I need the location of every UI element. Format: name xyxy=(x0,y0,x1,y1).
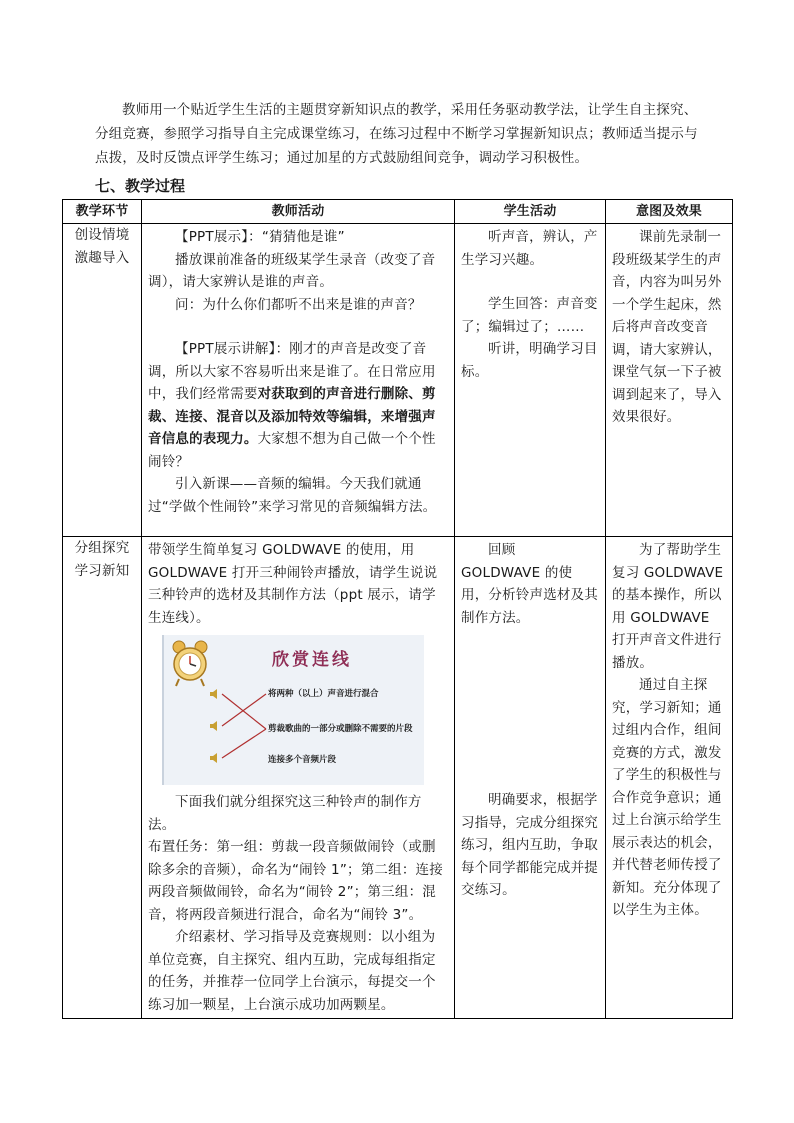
slide-title: 欣赏连线 xyxy=(272,650,352,670)
table-header-row xyxy=(63,200,733,224)
student-review: 回顾 GOLDWAVE 的使用，分析铃声选材及其制作方法。 xyxy=(461,542,598,626)
stage-cell: 创设情境激趣导入 xyxy=(63,224,142,537)
teacher-explanation xyxy=(148,338,448,473)
teacher-activity-cell xyxy=(142,224,455,537)
teacher-explore-intro: 下面我们就分组探究这三种铃声的制作方法。 xyxy=(148,794,422,833)
header-stage: 教学环节 xyxy=(63,200,142,224)
header-teacher-activity: 教师活动 xyxy=(142,200,455,224)
teacher-task-assignment: 布置任务：第一组：剪裁一段音频做闹铃（或删除多余的音频），命名为“闹铃 1”；第二组：连接两段音频做闹铃，命名为“闹铃 2”；第三组：混音，将两段音频进行混合，命名为“闹铃 3”。 xyxy=(148,839,443,923)
student-group-work: 明确要求，根据学习指导，完成分组探究练习，组内互助，争取每个同学都能完成并提交练习。 xyxy=(461,792,598,898)
teacher-new-lesson: 引入新课——音频的编辑。今天我们就通过“学做个性闹铃”来学习常见的音频编辑方法。 xyxy=(148,476,437,515)
teacher-competition-rules: 介绍素材、学习指导及竞赛规则：以小组为单位竞赛，自主探究、组内互助，完成每组指定的任务，并推荐一位同学上台演示，每提交一个练习加一颗星，上台演示成功加两颗星。 xyxy=(148,929,436,1013)
slide-item-trim: 剪裁歌曲的一部分或删除不需要的片段 xyxy=(268,724,413,734)
stage-cell: 分组探究学习新知 xyxy=(63,537,142,1019)
explanation-tail: 大家想不想为自己做一个个性闹铃？ xyxy=(148,431,436,470)
intent-effect-cell xyxy=(606,224,733,537)
intro-section xyxy=(95,98,710,170)
teacher-question: 问：为什么你们都听不出来是谁的声音？ xyxy=(175,296,422,313)
student-goal: 听讲，明确学习目标。 xyxy=(461,341,598,380)
effect-text: 课前先录制一段班级某学生的声音，内容为叫另外一个学生起床，然后将声音改变音调，请大家辨认，课堂气氛一下子被调到起来了，导入效果很好。 xyxy=(612,229,722,425)
student-listen: 听声音，辨认，产生学习兴趣。 xyxy=(461,229,598,268)
teacher-review: 带领学生简单复习 GOLDWAVE 的使用，用 GOLDWAVE 打开三种闹铃声播放，请学生说说三种铃声的选材及其制作方法（ppt 展示，请学生连线）。 xyxy=(148,542,438,626)
effect-review: 为了帮助学生复习 GOLDWAVE 的基本操作，所以用 GOLDWAVE 打开声音文件进行播放。 xyxy=(612,542,724,671)
section-heading: 七、教学过程 xyxy=(95,177,186,195)
table-row-intro xyxy=(63,224,733,537)
slide-item-join: 连接多个音频片段 xyxy=(268,755,337,765)
explanation-lead: 【PPT展示讲解】：刚才的声音是改变了音调，所以大家不容易听出来是谁了。在日常应用中，我们经常需要 xyxy=(148,341,436,402)
teaching-process-table xyxy=(62,199,733,1019)
ppt-slide-image xyxy=(162,635,424,785)
intro-paragraph: 教师用一个贴近学生生活的主题贯穿新知识点的教学，采用任务驱动教学法，让学生自主探究、分组竞赛，参照学习指导自主完成课堂练习，在练习过程中不断学习掌握新知识点；教师适当提示与点拨，及时反馈点评学生练习；通过加星的方式鼓励组间竞争，调动学习积极性。 xyxy=(95,102,698,166)
header-student-activity: 学生活动 xyxy=(455,200,606,224)
student-activity-cell xyxy=(455,537,606,1019)
slide-item-mix: 将两种（以上）声音进行混合 xyxy=(268,689,379,699)
student-answer: 学生回答：声音变了；编辑过了；…… xyxy=(461,296,598,335)
teacher-activity-cell xyxy=(142,537,455,1019)
teacher-play-recording: 播放课前准备的班级某学生录音（改变了音调），请大家辨认是谁的声音。 xyxy=(148,251,436,290)
header-intent-effect: 意图及效果 xyxy=(606,200,733,224)
teacher-ppt-show: 【PPT展示】：“猜猜他是谁” xyxy=(175,229,345,245)
effect-explore: 通过自主探究，学习新知；通过组内合作，组间竞赛的方式，激发了学生的积极性与合作竞争意识；通过上台演示给学生展示表达的机会，并代替老师传授了新知。充分体现了以学生为主体。 xyxy=(612,677,722,918)
explanation-bold: 对获取到的声音进行删除、剪裁、连接、混音以及添加特效等编辑，来增强声音信息的表现力。 xyxy=(148,386,436,447)
table-row-explore xyxy=(63,537,733,1019)
intent-effect-cell xyxy=(606,537,733,1019)
student-activity-cell xyxy=(455,224,606,537)
